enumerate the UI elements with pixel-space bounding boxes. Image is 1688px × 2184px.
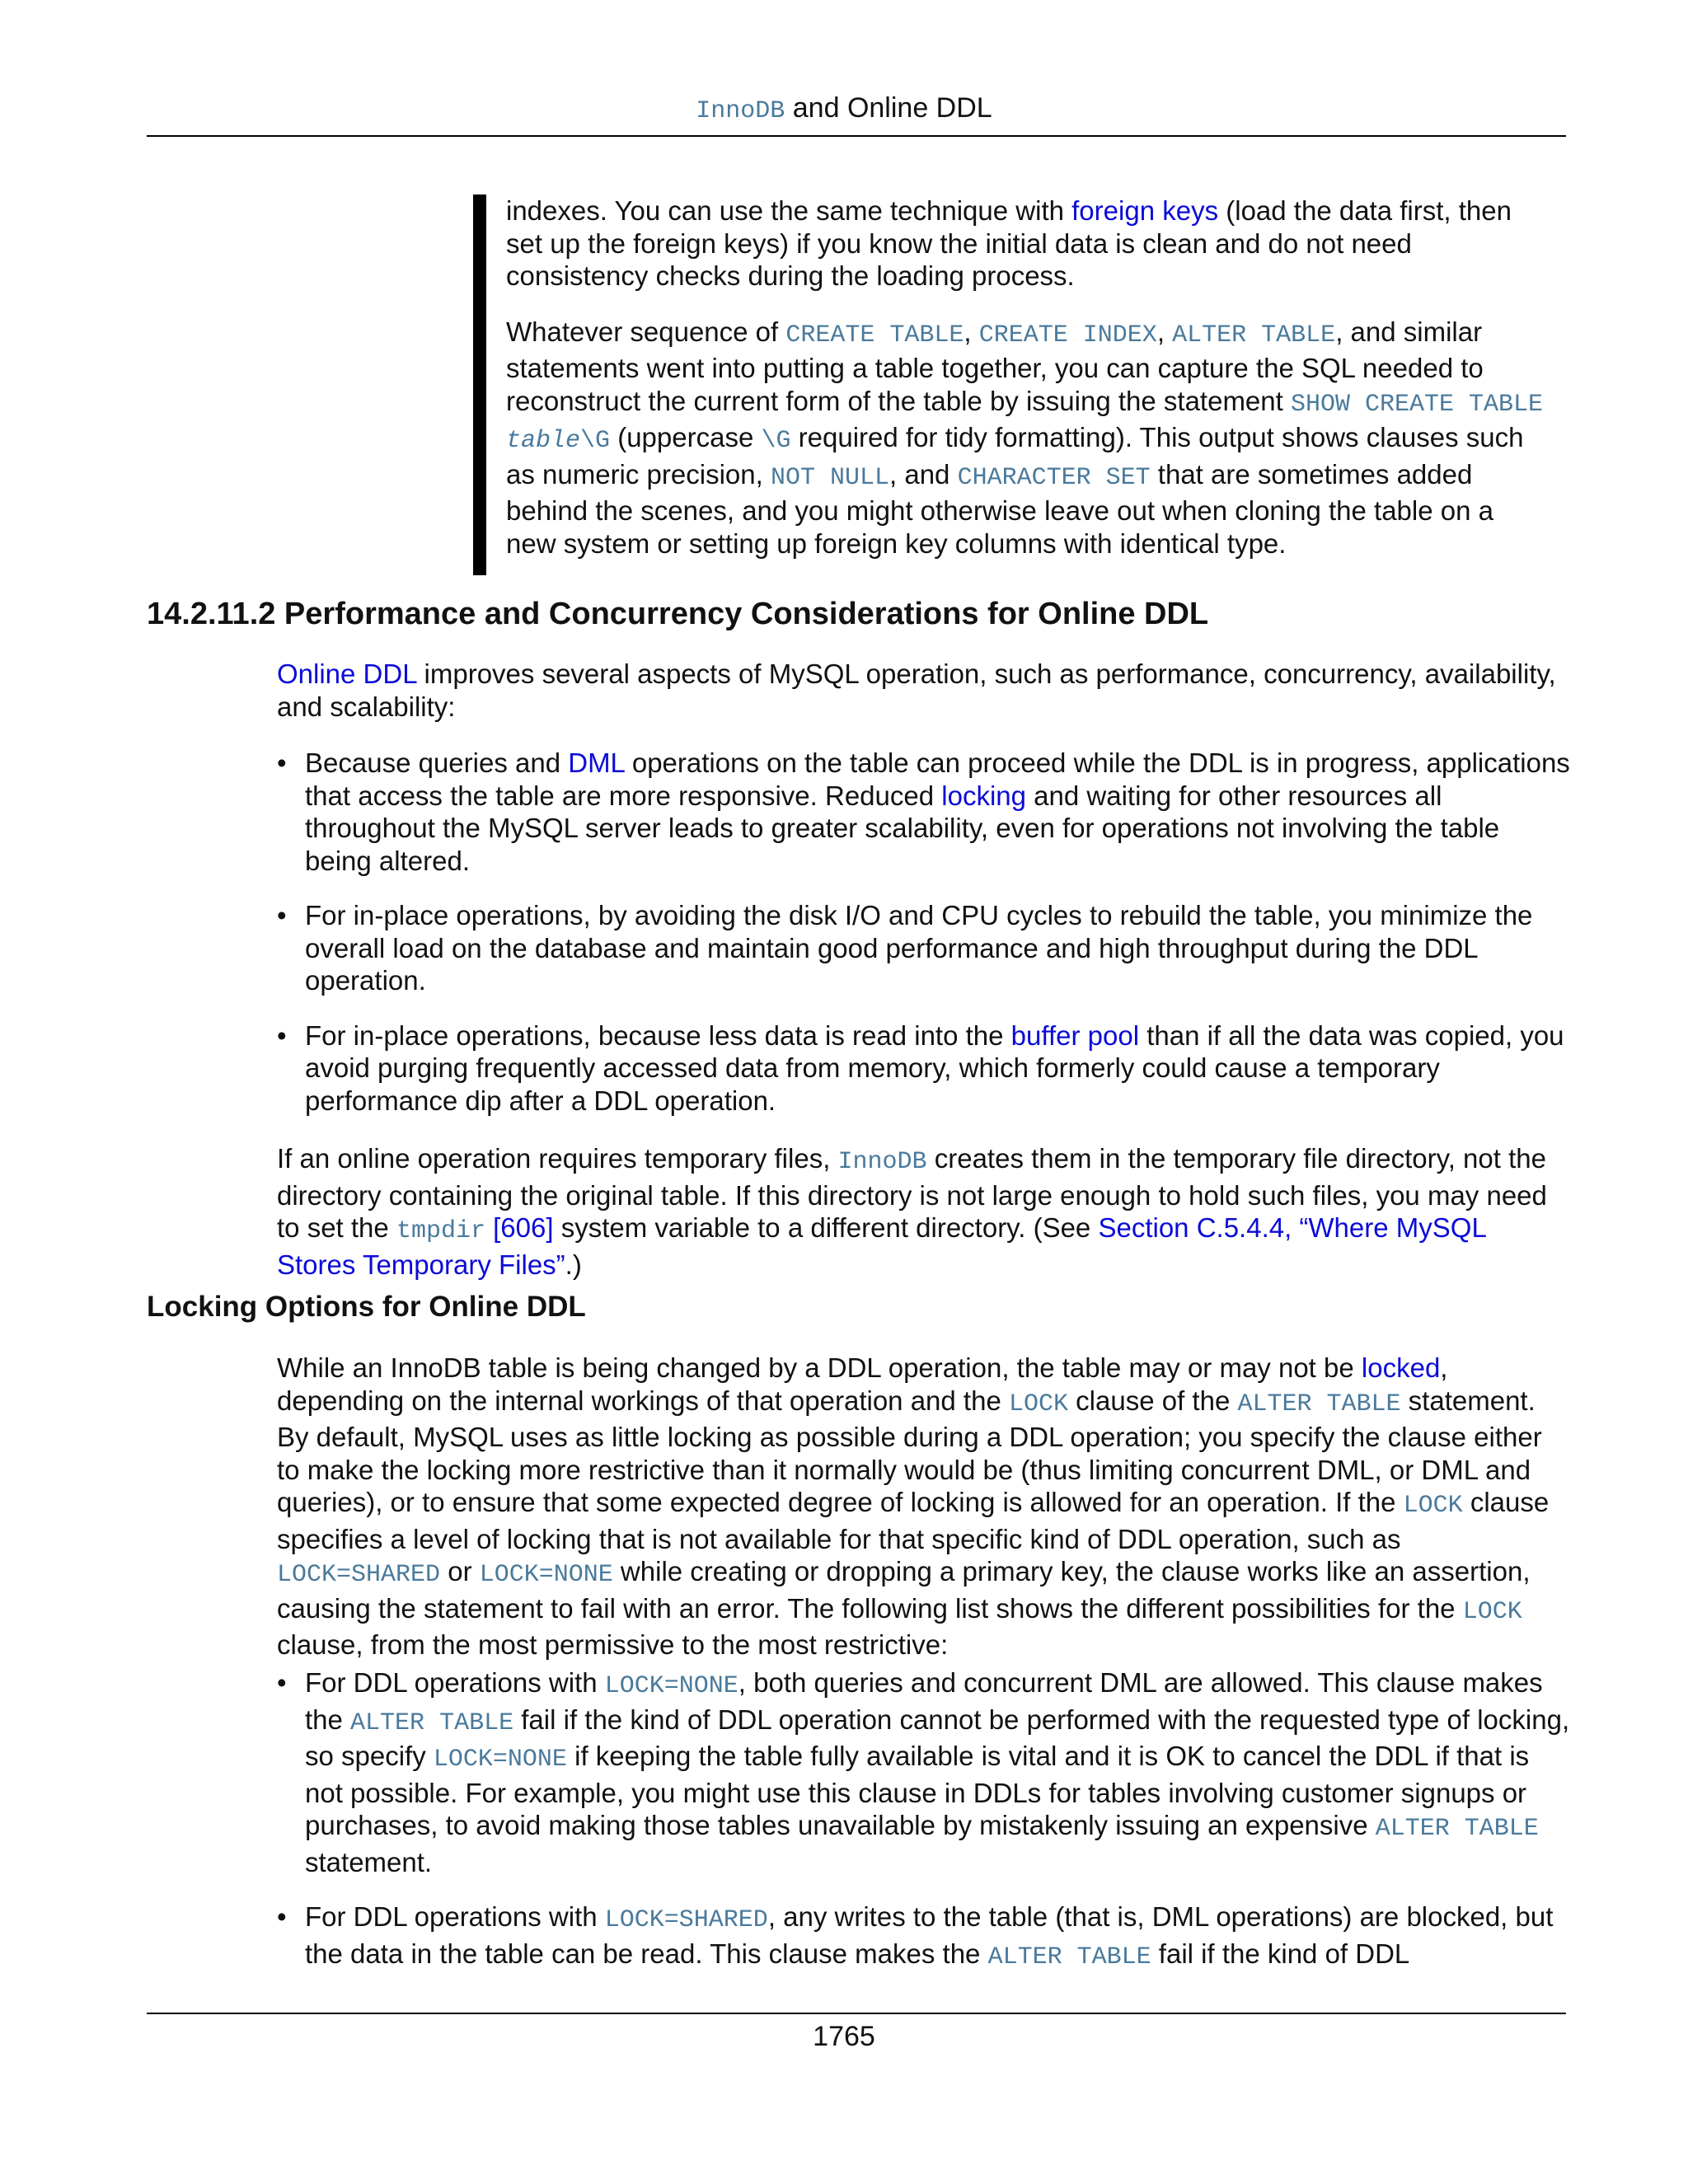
code-alter-table: ALTER TABLE (987, 1943, 1151, 1971)
text: clause, from the most permissive to the most restrictive: (277, 1629, 949, 1660)
section-heading-performance: 14.2.11.2 Performance and Concurrency Considerations for Online DDL (147, 597, 1209, 631)
code-innodb: InnoDB (837, 1148, 927, 1176)
text: than if all the data was copied, you avoid purging frequently accessed data from memory, which formerly could cause a temporary performance dip after a DDL operation. (305, 1019, 1564, 1116)
text: and waiting for other resources all throughout the MySQL server leads to greater scalability, even for operations not involving the table being altered. (305, 780, 1500, 876)
lock-intro (277, 1352, 1571, 1661)
link-locking[interactable]: locking (941, 780, 1026, 811)
code-lock-none: LOCK=NONE (479, 1561, 613, 1589)
code-g: \G (761, 427, 791, 455)
code-alter-table: ALTER TABLE (1237, 1390, 1401, 1418)
text: , depending on the internal workings of that operation and the (277, 1352, 1448, 1416)
code-lock: LOCK (1008, 1390, 1068, 1418)
link-buffer-pool[interactable]: buffer pool (1010, 1019, 1140, 1051)
code-show-create-table: SHOW CREATE TABLE (1290, 390, 1544, 419)
code-lock-shared: LOCK=SHARED (604, 1906, 768, 1934)
note-body (506, 194, 1545, 583)
note-paragraph-1 (506, 194, 1545, 293)
page-header (0, 92, 1688, 125)
text: system variable to a different directory. (See (553, 1212, 1099, 1243)
code-character-set: CHARACTER SET (957, 463, 1151, 492)
code-g: \G (580, 427, 611, 455)
link-ref-606[interactable]: [606] (485, 1212, 554, 1243)
link-dml[interactable]: DML (568, 748, 625, 778)
text: improves several aspects of MySQL operation, such as performance, concurrency, availability, and scalability: (277, 658, 1556, 722)
text: , (1156, 316, 1173, 347)
text: or (440, 1556, 480, 1586)
text: fail if the kind of DDL operation cannot be performed with the requested type of locking, so specify (305, 1704, 1570, 1771)
text: (uppercase (610, 422, 762, 452)
text: indexes. You can use the same technique with (506, 195, 1072, 226)
code-table-placeholder: table (506, 427, 581, 455)
text: statement. By default, MySQL uses as little locking as possible during a DDL operation; you specify the clause either to make the locking more restrictive than it normally would be (thus limiting concurrent DML, or DML and queries), or to ensure that some expected degree of locking is allowed for an operation. If the (277, 1385, 1542, 1517)
text: For DDL operations with (305, 1901, 605, 1932)
code-alter-table: ALTER TABLE (350, 1708, 514, 1737)
text: that are sometimes added behind the scenes, and you might otherwise leave out when cloning the table on a new system or setting up foreign key columns with identical type. (506, 458, 1493, 559)
text: required for tidy formatting). This output shows clauses such as numeric precision, (506, 422, 1524, 490)
text: , (964, 316, 979, 347)
list-item (277, 1900, 1571, 1974)
section-heading-locking: Locking Options for Online DDL (147, 1291, 586, 1323)
header-code: InnoDB (696, 97, 785, 125)
code-create-index: CREATE INDEX (978, 321, 1157, 349)
list-item (277, 747, 1571, 877)
link-locked[interactable]: locked (1361, 1352, 1441, 1383)
text: operations on the table can proceed while the DDL is in progress, applications that access the table are more responsive. Reduced (305, 748, 1570, 811)
text: , and similar statements went into putting a table together, you can capture the SQL needed to reconstruct the current form of the table by issuing the statement (506, 316, 1484, 416)
text: creates them in the temporary file directory, not the directory containing the original table. If this directory is not large enough to hold such files, you may need to set the (277, 1143, 1547, 1243)
perf-tmp-paragraph (277, 1142, 1571, 1281)
text: If an online operation requires temporary files, (277, 1143, 838, 1174)
note-paragraph-2 (506, 316, 1545, 560)
footer-rule (147, 2013, 1566, 2014)
code-alter-table: ALTER TABLE (1375, 1815, 1539, 1843)
text: .) (565, 1249, 582, 1280)
text: fail if the kind of DDL (1151, 1938, 1410, 1969)
text: clause of the (1068, 1385, 1238, 1416)
code-lock: LOCK (1462, 1597, 1522, 1626)
link-foreign-keys[interactable]: foreign keys (1071, 195, 1219, 226)
code-not-null: NOT NULL (770, 463, 889, 492)
text: , any writes to the table (that is, DML operations) are blocked, but the data in the table can be read. This clause makes the (305, 1901, 1554, 1969)
list-item (277, 899, 1571, 997)
lock-list (277, 1666, 1571, 1996)
page-number: 1765 (813, 2021, 875, 2052)
text: For in-place operations, by avoiding the disk I/O and CPU cycles to rebuild the table, you minimize the overall load on the database and maintain good performance and high throughput during the DDL operation. (305, 900, 1533, 996)
text: if keeping the table fully available is vital and it is OK to cancel the DDL if that is not possible. For example, you might use this clause in DDLs for tables involving customer signups or purchases, to avoid making those tables unavailable by mistakenly issuing an expensive (305, 1741, 1530, 1840)
text: For DDL operations with (305, 1667, 605, 1698)
text: while creating or dropping a primary key, the clause works like an assertion, causing the statement to fail with an error. The following list shows the different possibilities for the (277, 1556, 1531, 1624)
list-item (277, 1019, 1571, 1118)
link-online-ddl[interactable]: Online DDL (277, 658, 417, 689)
text: (load the data first, then set up the foreign keys) if you know the initial data is clean and do not need consistency checks during the loading process. (506, 195, 1512, 291)
note-block (473, 194, 1545, 575)
text: , both queries and concurrent DML are allowed. This clause makes the (305, 1667, 1543, 1735)
text: Because queries and (305, 748, 569, 778)
note-bar (473, 194, 486, 575)
code-lock-none: LOCK=NONE (604, 1672, 738, 1700)
header-text: and Online DDL (785, 92, 992, 124)
perf-list (277, 747, 1571, 1139)
code-lock-none: LOCK=NONE (433, 1746, 567, 1774)
code-alter-table: ALTER TABLE (1172, 321, 1336, 349)
code-lock-shared: LOCK=SHARED (277, 1561, 441, 1589)
list-item (277, 1666, 1571, 1878)
link-section-c544[interactable]: Section C.5.4.4, “Where MySQL Stores Temporary Files” (277, 1212, 1486, 1280)
link-tmpdir[interactable]: tmpdir (396, 1217, 485, 1245)
text: clause specifies a level of locking that is not available for that specific kind of DDL operation, such as (277, 1487, 1550, 1554)
text: For in-place operations, because less data is read into the (305, 1019, 1011, 1051)
perf-intro (277, 658, 1571, 723)
code-create-table: CREATE TABLE (785, 321, 964, 349)
text: statement. (305, 1846, 433, 1877)
text: , and (889, 458, 958, 490)
header-rule (147, 135, 1566, 137)
code-lock: LOCK (1403, 1492, 1463, 1520)
text: While an InnoDB table is being changed by a DDL operation, the table may or may not be (277, 1352, 1362, 1383)
text: Whatever sequence of (506, 316, 786, 347)
